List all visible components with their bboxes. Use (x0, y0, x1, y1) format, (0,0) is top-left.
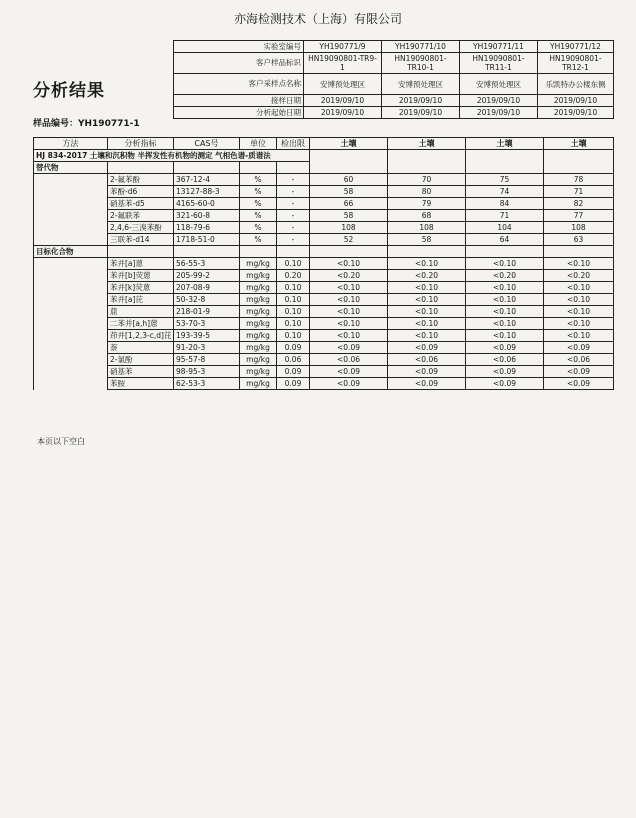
cas-number: 98-95-3 (174, 366, 240, 378)
sample-info-value: HN19090801-TR11-1 (460, 53, 538, 74)
empty-cell (34, 366, 108, 378)
empty-cell (310, 162, 388, 174)
result-value: <0.20 (310, 270, 388, 282)
sample-info-value: 安博预处理区 (304, 74, 382, 95)
result-value: 71 (544, 186, 614, 198)
cas-number: 367-12-4 (174, 174, 240, 186)
empty-cell (34, 258, 108, 270)
sample-info-label: 客户采样点名称 (174, 74, 304, 95)
result-value: 63 (544, 234, 614, 246)
table-row (34, 294, 614, 306)
result-value: <0.09 (544, 366, 614, 378)
unit: mg/kg (240, 366, 277, 378)
result-value: <0.06 (466, 354, 544, 366)
lod-header: 检出限 (277, 138, 310, 150)
result-value: <0.10 (310, 258, 388, 270)
detection-limit: 0.06 (277, 354, 310, 366)
sample-info-value: 2019/09/10 (304, 107, 382, 119)
result-value: 68 (388, 210, 466, 222)
cas-number: 118-79-6 (174, 222, 240, 234)
detection-limit: 0.10 (277, 294, 310, 306)
sample-info-row (174, 41, 614, 53)
table-row (34, 222, 614, 234)
result-value: <0.10 (388, 330, 466, 342)
detection-limit: - (277, 210, 310, 222)
sample-info-value: 2019/09/10 (460, 107, 538, 119)
cas-number: 53-70-3 (174, 318, 240, 330)
result-value: 82 (544, 198, 614, 210)
method-header: 方法 (34, 138, 108, 150)
empty-cell (34, 222, 108, 234)
table-row (34, 378, 614, 390)
sample-info-value: 2019/09/10 (382, 107, 460, 119)
sample-info-value: 乐凯特办公楼东侧 (538, 74, 614, 95)
empty-cell (174, 246, 240, 258)
sample-info-label: 分析起始日期 (174, 107, 304, 119)
sample-info-value: 2019/09/10 (304, 95, 382, 107)
analyte-name: 苯胺 (108, 378, 174, 390)
empty-cell (108, 246, 174, 258)
result-value: 64 (466, 234, 544, 246)
cas-number: 193-39-5 (174, 330, 240, 342)
result-value: <0.10 (388, 282, 466, 294)
empty-cell (34, 234, 108, 246)
sample-info-row (174, 53, 614, 74)
analyte-name: 苯酚-d6 (108, 186, 174, 198)
result-value: 108 (388, 222, 466, 234)
analyte-name: 三联苯-d14 (108, 234, 174, 246)
result-value: 77 (544, 210, 614, 222)
empty-cell (544, 246, 614, 258)
detection-limit: 0.20 (277, 270, 310, 282)
sample-info-value: 2019/09/10 (382, 95, 460, 107)
cas-number: 4165-60-0 (174, 198, 240, 210)
analyte-name: 2-氟苯酚 (108, 174, 174, 186)
detection-limit: - (277, 234, 310, 246)
result-value: <0.10 (544, 294, 614, 306)
sample-matrix-header: 土壤 (388, 138, 466, 150)
unit: mg/kg (240, 354, 277, 366)
detection-limit: 0.10 (277, 258, 310, 270)
empty-cell (277, 246, 310, 258)
sample-matrix-header: 土壤 (466, 138, 544, 150)
empty-cell (34, 270, 108, 282)
result-value: <0.10 (388, 306, 466, 318)
table-row (34, 282, 614, 294)
result-value: <0.10 (310, 318, 388, 330)
result-value: 52 (310, 234, 388, 246)
analyte-name: 2-氟联苯 (108, 210, 174, 222)
unit: % (240, 174, 277, 186)
targets-section-label: 目标化合物 (34, 246, 108, 258)
detection-limit: 0.10 (277, 318, 310, 330)
result-value: <0.09 (310, 366, 388, 378)
cas-number: 13127-88-3 (174, 186, 240, 198)
sample-info-value: 2019/09/10 (460, 95, 538, 107)
empty-cell (34, 330, 108, 342)
empty-cell (466, 150, 544, 162)
sample-info-label: 接样日期 (174, 95, 304, 107)
empty-cell (544, 150, 614, 162)
analyte-name: 苯并[k]荧蒽 (108, 282, 174, 294)
empty-cell (310, 246, 388, 258)
sample-info-value: YH190771/11 (460, 41, 538, 53)
result-value: <0.06 (310, 354, 388, 366)
result-value: <0.10 (466, 282, 544, 294)
sample-info-table (173, 40, 614, 119)
table-row (34, 198, 614, 210)
empty-cell (174, 162, 240, 174)
empty-cell (388, 162, 466, 174)
table-row (34, 306, 614, 318)
sample-info-value: YH190771/9 (304, 41, 382, 53)
empty-cell (34, 174, 108, 186)
result-value: <0.10 (544, 258, 614, 270)
blank-below-note: 本页以下空白 (37, 437, 85, 446)
sample-info-label: 客户样品标识 (174, 53, 304, 74)
result-value: 71 (466, 210, 544, 222)
sample-matrix-header: 土壤 (310, 138, 388, 150)
result-value: 79 (388, 198, 466, 210)
cas-number: 1718-51-0 (174, 234, 240, 246)
method-standard: HJ 834-2017 土壤和沉积物 半挥发性有机物的测定 气相色谱-质谱法 (34, 150, 310, 162)
page-title: 分析结果 (33, 81, 105, 101)
detection-limit: 0.09 (277, 342, 310, 354)
cas-number: 207-08-9 (174, 282, 240, 294)
analyte-name: 硝基苯 (108, 366, 174, 378)
empty-cell (466, 162, 544, 174)
detection-limit: 0.10 (277, 306, 310, 318)
analyte-header: 分析指标 (108, 138, 174, 150)
result-value: <0.10 (310, 282, 388, 294)
result-value: <0.20 (388, 270, 466, 282)
targets-section (34, 246, 614, 258)
empty-cell (388, 246, 466, 258)
result-value: <0.20 (544, 270, 614, 282)
result-value: <0.10 (310, 294, 388, 306)
result-value: 66 (310, 198, 388, 210)
table-row (34, 318, 614, 330)
unit: mg/kg (240, 330, 277, 342)
empty-cell (310, 150, 388, 162)
unit: % (240, 210, 277, 222)
detection-limit: - (277, 222, 310, 234)
result-value: <0.10 (544, 282, 614, 294)
empty-cell (34, 306, 108, 318)
sample-number: 样品编号：YH190771-1 (33, 119, 140, 129)
empty-cell (34, 198, 108, 210)
empty-cell (34, 210, 108, 222)
unit: mg/kg (240, 282, 277, 294)
empty-cell (34, 294, 108, 306)
sample-info-value: 安博预处理区 (382, 74, 460, 95)
empty-cell (277, 162, 310, 174)
result-value: <0.09 (388, 342, 466, 354)
table-row (34, 270, 614, 282)
sample-info-value: 2019/09/10 (538, 107, 614, 119)
detection-limit: 0.09 (277, 366, 310, 378)
empty-cell (108, 162, 174, 174)
analyte-name: 二苯并[a,h]蒽 (108, 318, 174, 330)
cas-number: 218-01-9 (174, 306, 240, 318)
result-value: <0.09 (466, 342, 544, 354)
sample-info-row (174, 95, 614, 107)
detection-limit: - (277, 174, 310, 186)
unit: mg/kg (240, 294, 277, 306)
result-value: <0.09 (544, 342, 614, 354)
result-value: <0.09 (310, 378, 388, 390)
empty-cell (240, 246, 277, 258)
empty-cell (34, 342, 108, 354)
table-row (34, 330, 614, 342)
result-value: 74 (466, 186, 544, 198)
result-value: <0.10 (466, 258, 544, 270)
result-value: <0.10 (388, 258, 466, 270)
empty-cell (388, 150, 466, 162)
result-value: <0.10 (310, 306, 388, 318)
cas-number: 91-20-3 (174, 342, 240, 354)
empty-cell (34, 186, 108, 198)
result-value: <0.06 (544, 354, 614, 366)
result-value: 58 (310, 186, 388, 198)
results-table (33, 137, 614, 390)
cas-number: 95-57-8 (174, 354, 240, 366)
cas-header: CAS号 (174, 138, 240, 150)
empty-cell (466, 246, 544, 258)
unit: mg/kg (240, 270, 277, 282)
result-value: <0.10 (388, 318, 466, 330)
result-value: 70 (388, 174, 466, 186)
table-row (34, 342, 614, 354)
result-value: 108 (544, 222, 614, 234)
table-row (34, 258, 614, 270)
empty-cell (544, 162, 614, 174)
result-value: <0.10 (466, 306, 544, 318)
result-value: <0.09 (544, 378, 614, 390)
method-row (34, 150, 614, 162)
analyte-name: 苯并[a]蒽 (108, 258, 174, 270)
surrogates-section-label: 替代物 (34, 162, 108, 174)
analyte-name: 苯并[a]芘 (108, 294, 174, 306)
unit: mg/kg (240, 306, 277, 318)
detection-limit: 0.10 (277, 330, 310, 342)
table-row (34, 234, 614, 246)
detection-limit: 0.10 (277, 282, 310, 294)
table-row (34, 186, 614, 198)
result-value: 104 (466, 222, 544, 234)
detection-limit: - (277, 186, 310, 198)
result-value: <0.09 (388, 378, 466, 390)
cas-number: 62-53-3 (174, 378, 240, 390)
column-header-row (34, 138, 614, 150)
cas-number: 205-99-2 (174, 270, 240, 282)
result-value: <0.10 (466, 330, 544, 342)
sample-info-row (174, 74, 614, 95)
sample-info-row (174, 107, 614, 119)
cas-number: 56-55-3 (174, 258, 240, 270)
result-value: <0.09 (310, 342, 388, 354)
sample-info-label: 实验室编号 (174, 41, 304, 53)
result-value: <0.20 (466, 270, 544, 282)
sample-info-value: YH190771/12 (538, 41, 614, 53)
result-value: <0.09 (466, 366, 544, 378)
sample-matrix-header: 土壤 (544, 138, 614, 150)
result-value: 58 (310, 210, 388, 222)
table-row (34, 210, 614, 222)
result-value: <0.09 (388, 366, 466, 378)
detection-limit: 0.09 (277, 378, 310, 390)
analyte-name: 硝基苯-d5 (108, 198, 174, 210)
empty-cell (34, 318, 108, 330)
result-value: <0.10 (310, 330, 388, 342)
result-value: 108 (310, 222, 388, 234)
result-value: <0.06 (388, 354, 466, 366)
result-value: <0.10 (544, 330, 614, 342)
unit-header: 单位 (240, 138, 277, 150)
unit: mg/kg (240, 258, 277, 270)
sample-info-value: 2019/09/10 (538, 95, 614, 107)
unit: % (240, 222, 277, 234)
empty-cell (240, 162, 277, 174)
table-row (34, 174, 614, 186)
result-value: 84 (466, 198, 544, 210)
cas-number: 321-60-8 (174, 210, 240, 222)
unit: % (240, 186, 277, 198)
result-value: <0.10 (466, 318, 544, 330)
sample-info-value: 安博预处理区 (460, 74, 538, 95)
analyte-name: 2-氯酚 (108, 354, 174, 366)
result-value: <0.10 (466, 294, 544, 306)
analyte-name: 2,4,6-三溴苯酚 (108, 222, 174, 234)
table-row (34, 366, 614, 378)
company-name: 亦海检测技术（上海）有限公司 (233, 12, 402, 26)
result-value: <0.10 (544, 306, 614, 318)
surrogates-section (34, 162, 614, 174)
result-value: <0.10 (388, 294, 466, 306)
sample-info-value: HN19090801-TR9-1 (304, 53, 382, 74)
analyte-name: 苯并[b]荧蒽 (108, 270, 174, 282)
analyte-name: 茚并[1,2,3-c,d]芘 (108, 330, 174, 342)
unit: mg/kg (240, 342, 277, 354)
cas-number: 50-32-8 (174, 294, 240, 306)
result-value: 60 (310, 174, 388, 186)
analyte-name: 䓛 (108, 306, 174, 318)
result-value: <0.10 (544, 318, 614, 330)
detection-limit: - (277, 198, 310, 210)
empty-cell (34, 378, 108, 390)
table-row (34, 354, 614, 366)
unit: % (240, 198, 277, 210)
empty-cell (34, 282, 108, 294)
result-value: 80 (388, 186, 466, 198)
result-value: 78 (544, 174, 614, 186)
unit: mg/kg (240, 318, 277, 330)
empty-cell (34, 354, 108, 366)
unit: % (240, 234, 277, 246)
result-value: 58 (388, 234, 466, 246)
sample-info-value: HN19090801-TR10-1 (382, 53, 460, 74)
analyte-name: 萘 (108, 342, 174, 354)
unit: mg/kg (240, 378, 277, 390)
result-value: <0.09 (466, 378, 544, 390)
sample-info-value: YH190771/10 (382, 41, 460, 53)
result-value: 75 (466, 174, 544, 186)
sample-info-value: HN19090801-TR12-1 (538, 53, 614, 74)
